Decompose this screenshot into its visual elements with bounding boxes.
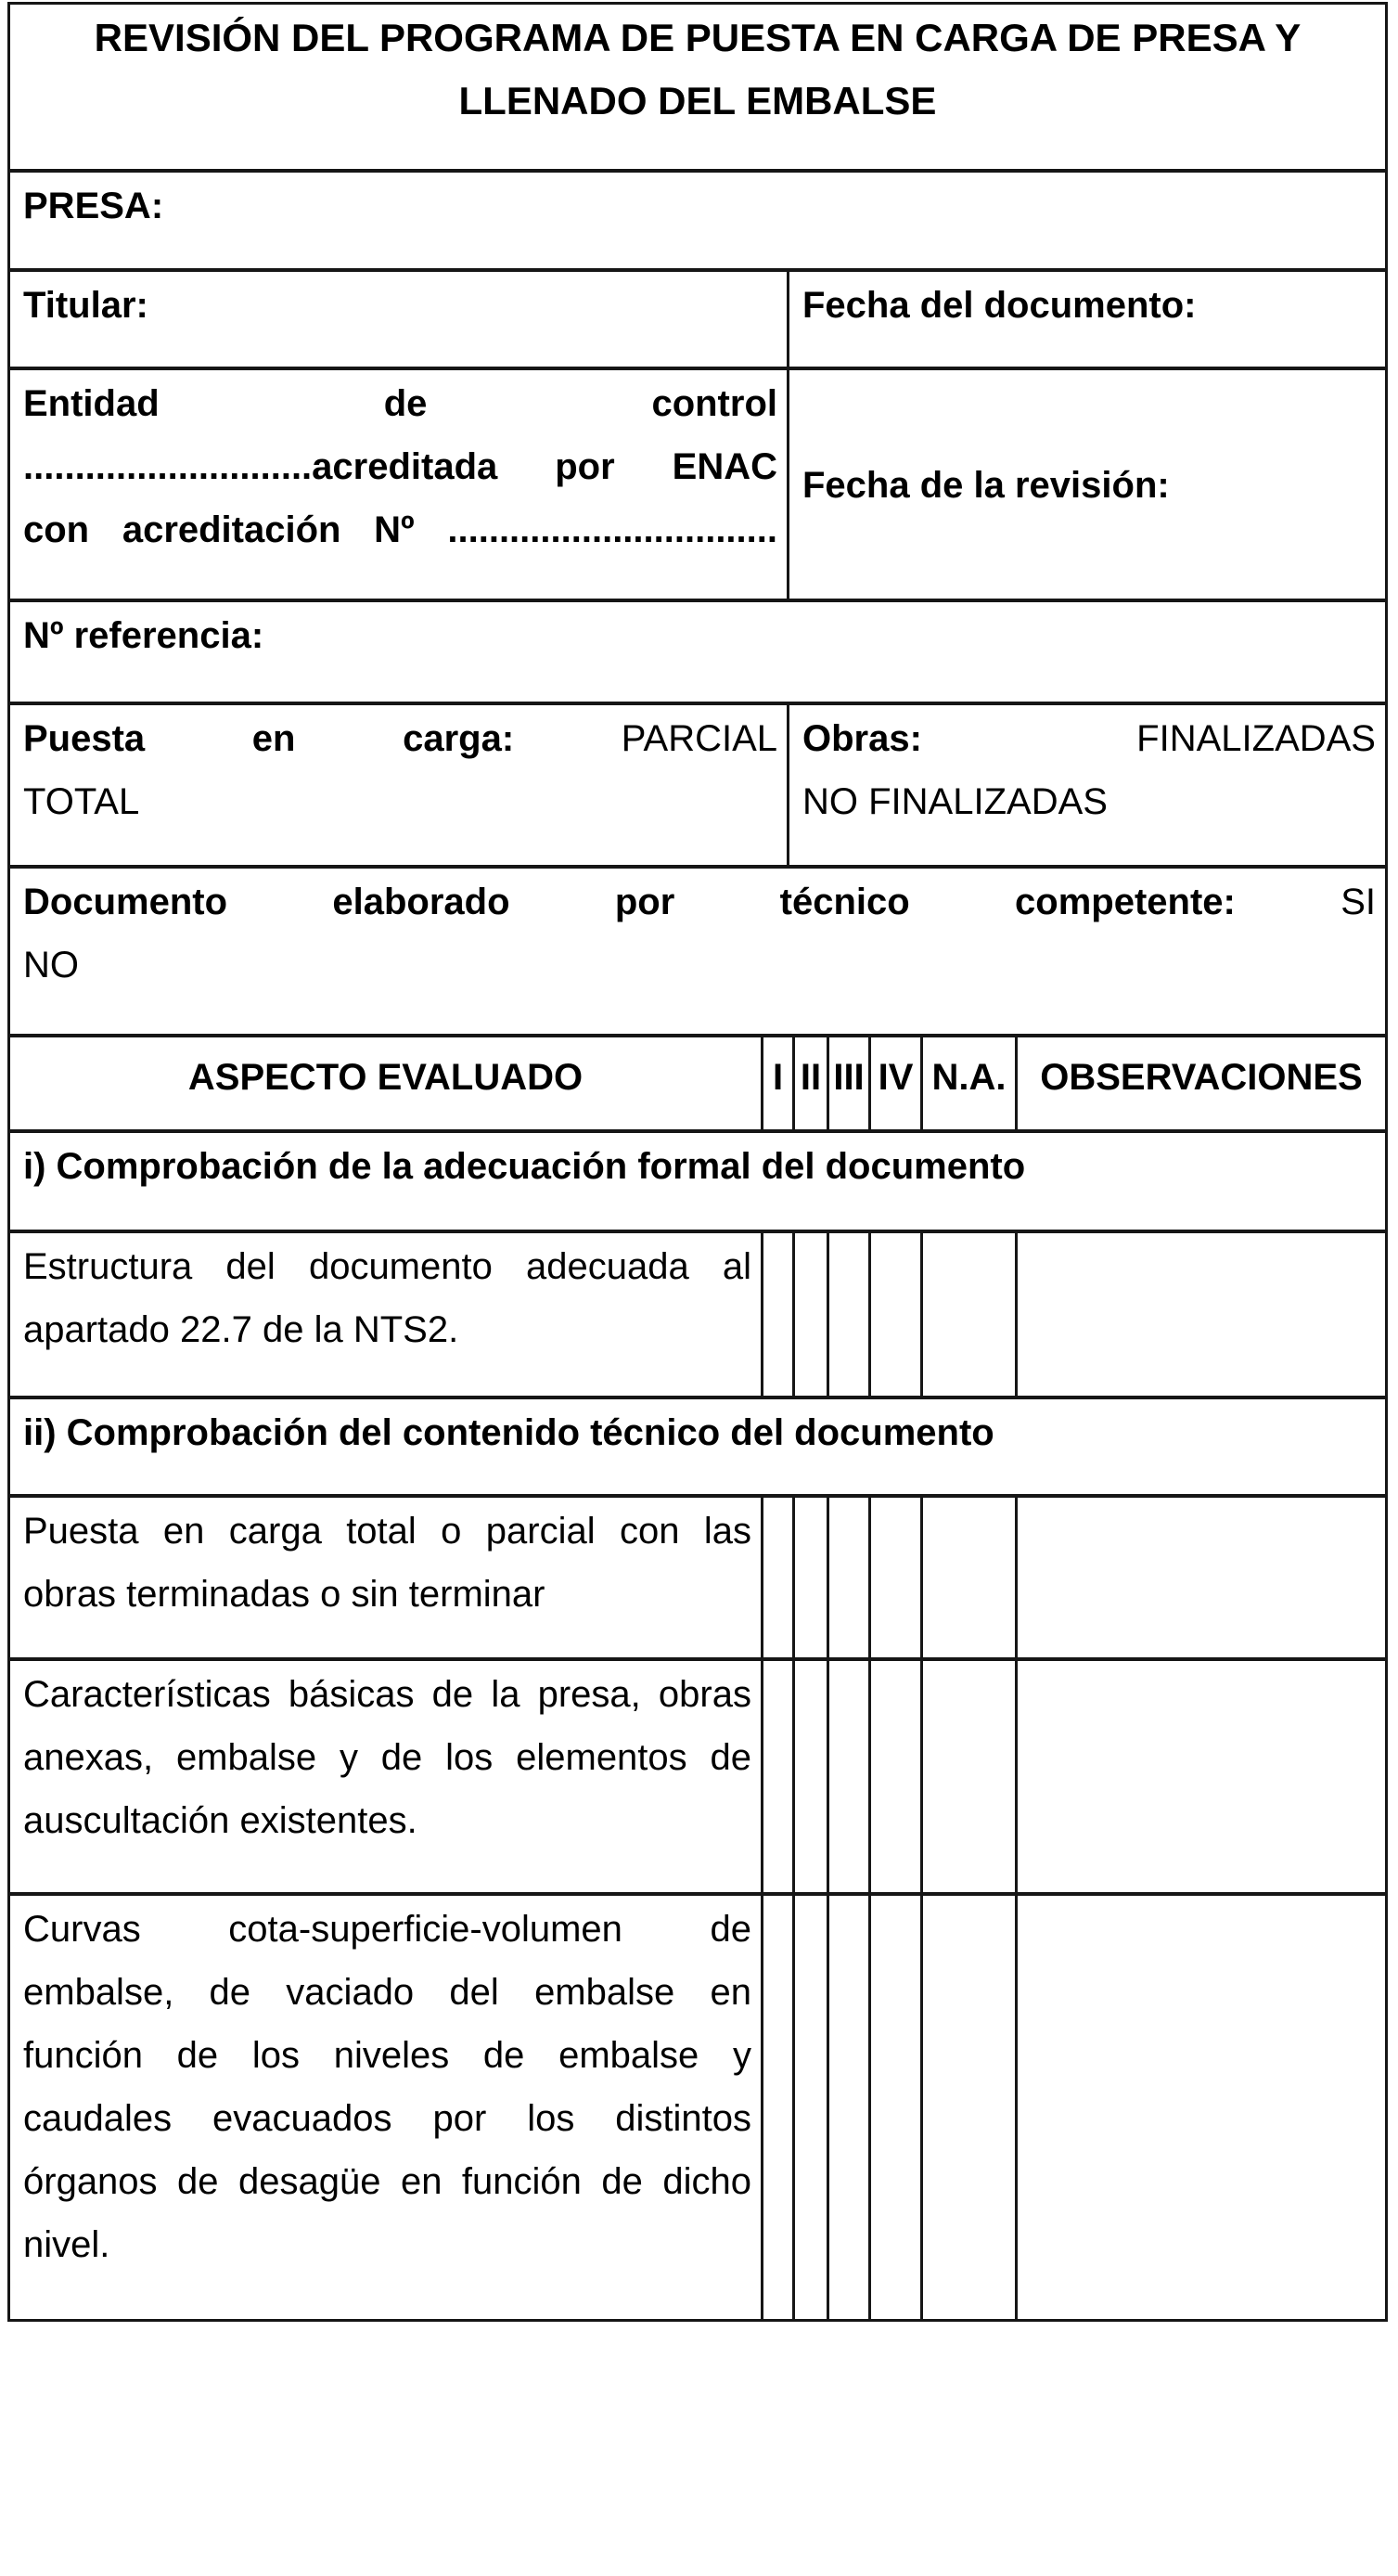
obras-label: Obras:: [802, 718, 922, 759]
item-aspecto-text: Curvas cota-superficie-volumen de embalse, de vaciado del embalse en función de los niveles de embalse y caudales evacuados por los distintos órganos de desagüe en función de dicho nivel.: [23, 1909, 751, 2265]
header-col-iv: IV: [868, 1037, 920, 1129]
item-col-i-cell: [761, 1896, 792, 2319]
item-col-ii-cell: [792, 1896, 827, 2319]
checklist-item-row: [10, 1494, 1385, 1657]
header-observaciones: OBSERVACIONES: [1015, 1037, 1385, 1129]
titular-cell: [10, 272, 787, 367]
checklist-item-row: [10, 1657, 1385, 1892]
puesta-obras-row: [10, 702, 1385, 865]
item-col-iii-cell: [827, 1498, 868, 1657]
title-row: [10, 5, 1385, 169]
section-ii-heading: ii) Comprobación del contenido técnico del documento: [23, 1412, 994, 1453]
tecnico-line: [23, 870, 1376, 934]
entidad-line-1: Entidad de control: [23, 383, 777, 424]
item-observaciones-cell: [1015, 1233, 1385, 1396]
checklist-item-row: [10, 1230, 1385, 1396]
item-col-i-cell: [761, 1661, 792, 1892]
obras-line: [802, 707, 1376, 770]
item-col-ii-cell: [792, 1661, 827, 1892]
item-col-iv-cell: [868, 1498, 920, 1657]
titular-fecha-row: [10, 268, 1385, 367]
tecnico-row: [10, 865, 1385, 1034]
tecnico-option-no: NO: [23, 945, 79, 985]
item-col-iii-cell: [827, 1233, 868, 1396]
item-col-ii-cell: [792, 1498, 827, 1657]
puesta-en-carga-label: Puesta en carga:: [23, 718, 515, 759]
item-aspecto-text: Estructura del documento adecuada al apartado 22.7 de la NTS2.: [23, 1246, 751, 1350]
entidad-line-3: con acreditación Nº ................................: [23, 509, 777, 550]
checklist-header-row: [10, 1034, 1385, 1129]
item-col-na-cell: [920, 1233, 1015, 1396]
presa-row: [10, 169, 1385, 268]
item-col-ii-cell: [792, 1233, 827, 1396]
entidad-fecha-revision-row: [10, 367, 1385, 599]
item-col-iv-cell: [868, 1233, 920, 1396]
referencia-row: [10, 599, 1385, 702]
item-aspecto-text: Puesta en carga total o parcial con las obras terminadas o sin terminar: [23, 1511, 751, 1615]
checklist-item-row: [10, 1892, 1385, 2319]
page-title: REVISIÓN DEL PROGRAMA DE PUESTA EN CARGA DE PRESA Y LLENADO DEL EMBALSE: [94, 16, 1302, 122]
item-observaciones-cell: [1015, 1896, 1385, 2319]
tecnico-label: Documento elaborado por técnico competente:: [23, 882, 1236, 922]
fecha-revision-cell: [787, 370, 1385, 599]
item-observaciones-cell: [1015, 1661, 1385, 1892]
titular-label: Titular:: [23, 285, 148, 326]
item-col-na-cell: [920, 1498, 1015, 1657]
revision-form-table: [7, 2, 1388, 2322]
item-observaciones-cell: [1015, 1498, 1385, 1657]
fecha-revision-label: Fecha de la revisión:: [802, 465, 1170, 506]
entidad-control-cell: [10, 370, 787, 599]
section-ii-heading-row: [10, 1396, 1385, 1494]
item-col-i-cell: [761, 1498, 792, 1657]
header-col-iii: III: [827, 1037, 868, 1129]
item-aspecto-text: Características básicas de la presa, obras anexas, embalse y de los elementos de auscultación existentes.: [23, 1674, 751, 1841]
item-col-na-cell: [920, 1896, 1015, 2319]
header-col-na: N.A.: [920, 1037, 1015, 1129]
entidad-line-2: ............................acreditada por ENAC: [23, 446, 777, 487]
section-i-heading-row: [10, 1129, 1385, 1230]
referencia-label: Nº referencia:: [23, 615, 264, 656]
item-col-iii-cell: [827, 1661, 868, 1892]
header-aspecto-evaluado: ASPECTO EVALUADO: [187, 1056, 584, 1098]
header-col-i: I: [761, 1037, 792, 1129]
item-col-iii-cell: [827, 1896, 868, 2319]
obras-cell: [787, 705, 1385, 865]
item-col-i-cell: [761, 1233, 792, 1396]
item-col-na-cell: [920, 1661, 1015, 1892]
item-col-iv-cell: [868, 1661, 920, 1892]
fecha-documento-label: Fecha del documento:: [802, 285, 1197, 326]
fecha-documento-cell: [787, 272, 1385, 367]
section-i-heading: i) Comprobación de la adecuación formal del documento: [23, 1146, 1026, 1187]
presa-label: PRESA:: [23, 186, 164, 226]
puesta-en-carga-cell: [10, 705, 787, 865]
tecnico-option-si: SI: [1340, 882, 1376, 922]
puesta-en-carga-line: [23, 707, 777, 770]
obras-option-no-finalizadas: NO FINALIZADAS: [802, 781, 1108, 822]
item-col-iv-cell: [868, 1896, 920, 2319]
obras-option-finalizadas: FINALIZADAS: [1136, 718, 1376, 759]
header-col-ii: II: [792, 1037, 827, 1129]
puesta-option-parcial: PARCIAL: [621, 718, 777, 759]
puesta-option-total: TOTAL: [23, 781, 140, 822]
